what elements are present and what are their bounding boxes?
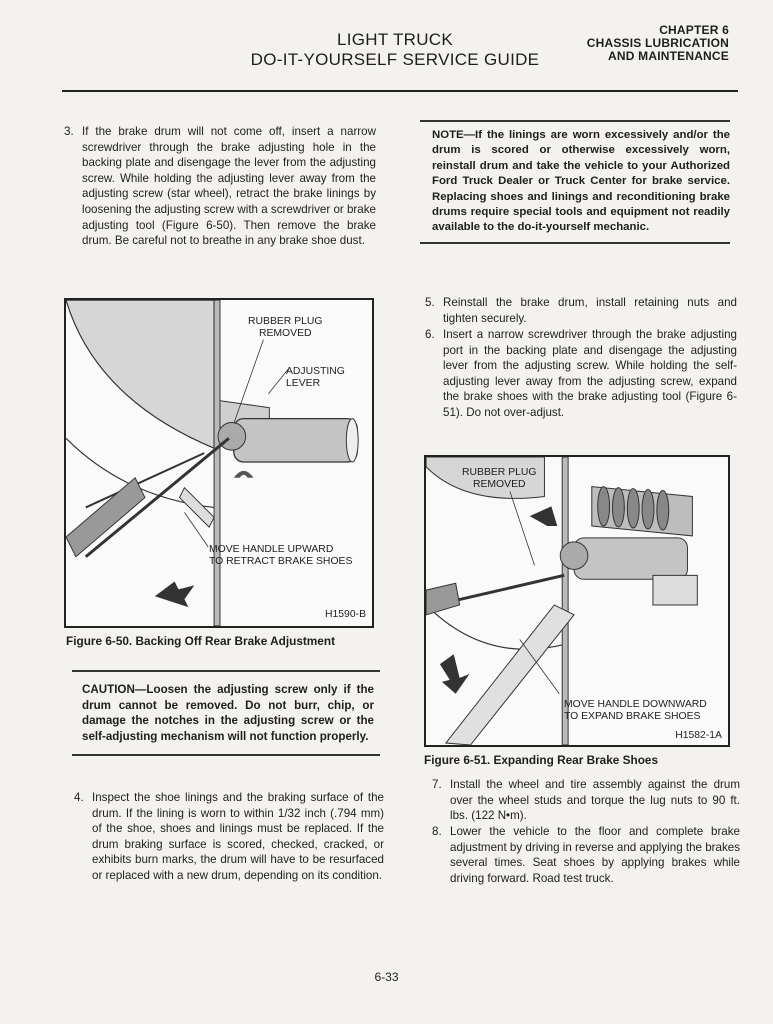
step-number: 3. [64,125,74,138]
step-number: 7. [432,778,442,791]
header-rule [62,90,738,92]
chapter-number: CHAPTER 6 [659,23,729,37]
callout-adjusting-lever-text: ADJUSTING LEVER [286,366,345,389]
callout-rubber-plug [462,467,537,491]
guide-title-line2: DO-IT-YOURSELF SERVICE GUIDE [250,50,540,69]
note-text: NOTE—If the linings are worn excessively and/or the drum is scored or otherwise excessively worn, reinstall drum and take the vehicle to your Authorized Ford Truck Dealer or Truck Center for brake service. Replacing shoes and linings and reconditioning brake drums require special tools and equipment not readily available to the do-it-yourself mechanic. [432,129,730,234]
page-number: 6-33 [374,970,399,984]
figure-6-51 [424,455,730,747]
step-5 [425,295,737,326]
callout-move-handle-downward-text: MOVE HANDLE DOWNWARD TO EXPAND BRAKE SHOES [564,699,707,722]
step-number: 4. [74,791,84,804]
callout-move-handle-upward-text: MOVE HANDLE UPWARD TO RETRACT BRAKE SHOES [209,544,353,567]
callout-rubber-plug-text: RUBBER PLUG REMOVED [462,467,537,490]
callout-adjusting-lever [286,366,345,390]
step-7 [432,777,740,824]
callout-rubber-plug [248,316,323,340]
figure-6-51-caption: Figure 6-51. Expanding Rear Brake Shoes [424,753,659,767]
caution-text: CAUTION—Loosen the adjusting screw only if the drum cannot be removed. Do not burr, chip, or damage the notches in the adjusting screw or the self-adjusting mechanism will not function properly. [82,683,374,743]
caution-box [72,670,380,756]
figure-6-50-caption: Figure 6-50. Backing Off Rear Brake Adjustment [66,634,335,648]
step-text: Inspect the shoe linings and the braking surface of the drum. If the lining is worn to within 1/32 inch (.794 mm) of the shoe, shoes and linings must be replaced. If the drum braking surface is scored, checked, cracked, or exhibits burn marks, the drum will have to be resurfaced or replaced with a new drum, depending on its condition. [92,791,384,882]
callout-move-handle-upward [209,544,352,568]
guide-title [250,30,540,70]
step-text: Lower the vehicle to the floor and complete brake adjustment by driving in reverse and applying the brakes several times. Seat shoes by applying brakes while driving forward. Road test truck. [450,825,741,885]
step-text: Insert a narrow screwdriver through the brake adjusting port in the backing plate and disengage the adjusting lever from the adjusting screw. While holding the self-adjusting lever away from the adjusting screw, expand the brake shoes with the brake adjusting tool (Figure 6-51). Do not over-adjust. [443,328,737,419]
callout-move-handle-downward [564,699,707,723]
step-number: 8. [432,825,442,838]
step-3 [64,124,376,249]
step-text: Install the wheel and tire assembly against the drum over the wheel studs and torque the lug nuts to 90 ft. lbs. (122 N•m). [450,778,740,823]
step-text: If the brake drum will not come off, insert a narrow screwdriver through the brake adjusting hole in the backing plate and disengage the lever from the adjusting screw. While holding the adjusting lever away from the adjusting screw (star wheel), retract the brake linings by loosening the adjusting screw with a screwdriver or brake adjusting tool (Figure 6-50). Then remove the brake drum. Be careful not to breathe in any brake shoe dust. [82,125,376,248]
step-text: Reinstall the brake drum, install retaining nuts and tighten securely. [443,296,737,325]
guide-title-line1: LIGHT TRUCK [336,30,454,49]
figure-code: H1582-1A [675,730,722,741]
step-6 [425,327,737,421]
step-number: 6. [425,328,435,341]
figure-code: H1590-B [324,609,366,620]
figure-6-50 [64,298,374,628]
step-number: 5. [425,296,435,309]
note-box [420,120,730,244]
callout-rubber-plug-text: RUBBER PLUG REMOVED [248,316,323,339]
brake-adjust-illustration [66,300,372,626]
chapter-heading [587,24,729,63]
chapter-subtitle-line2: AND MAINTENANCE [608,49,729,63]
step-4 [74,790,384,884]
chapter-subtitle-line1: CHASSIS LUBRICATION [586,36,729,50]
step-8 [432,824,740,886]
